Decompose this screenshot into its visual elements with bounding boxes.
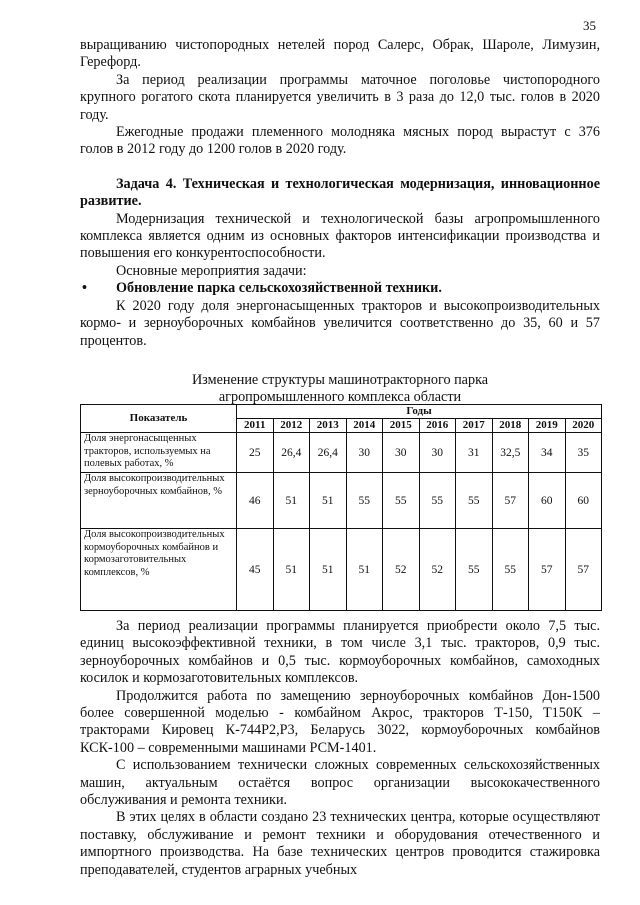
table-header-row <box>81 405 602 419</box>
table-cell: 30 <box>383 433 420 473</box>
bullet-symbol: • <box>82 280 87 297</box>
paragraph-modernization: Модернизация технической и технологической базы агропромышленного комплекса является одним из основных факторов интенсификации производства и повышения его конкурентоспособности. <box>80 210 600 262</box>
paragraph-main-measures: Основные мероприятия задачи: <box>116 262 307 279</box>
table-caption-line2: агропромышленного комплекса области <box>218 388 462 405</box>
table-cell: 52 <box>419 529 456 611</box>
table-cell: 46 <box>237 473 274 529</box>
spacer <box>80 159 600 176</box>
year-cell: 2013 <box>310 419 347 433</box>
task-heading: Задача 4. Техническая и технологическая модернизация, инновационное развитие. <box>80 175 600 210</box>
table-cell: 55 <box>492 529 529 611</box>
paragraph-technical-centers: В этих целях в области создано 23 технических центра, которые осуществляют поставку, обслуживание и ремонт техники и оборудования отечественного и импортного производства. На базе технических центров проводится стажировка преподавателей, студентов аграрных учебных <box>80 809 600 878</box>
year-cell: 2012 <box>273 419 310 433</box>
year-cell: 2020 <box>565 419 602 433</box>
table-cell: 45 <box>237 529 274 611</box>
year-cell: 2016 <box>419 419 456 433</box>
year-cell: 2019 <box>529 419 566 433</box>
table-caption <box>80 372 600 405</box>
table-cell: 55 <box>346 473 383 529</box>
row-label: Доля энергонасыщенных тракторов, используемых на полевых работах, % <box>81 433 237 473</box>
table-cell: 60 <box>529 473 566 529</box>
table-cell: 35 <box>565 433 602 473</box>
bullet-text: Обновление парка сельскохозяйственной техники. <box>116 280 442 297</box>
table-cell: 51 <box>346 529 383 611</box>
table-cell: 34 <box>529 433 566 473</box>
table-cell: 55 <box>456 473 493 529</box>
paragraph-2020-targets: К 2020 году доля энергонасыщенных тракторов и высокопроизводительных кормо- и зерноуборочных комбайнов увеличится соответственно до 35, 60 и 57 процентов. <box>80 297 600 349</box>
year-cell: 2014 <box>346 419 383 433</box>
table-cell: 26,4 <box>273 433 310 473</box>
text-block-bottom <box>80 618 600 879</box>
table-cell: 51 <box>273 473 310 529</box>
table-cell: 51 <box>310 473 347 529</box>
table-cell: 52 <box>383 529 420 611</box>
text-block-top <box>80 37 600 350</box>
table-cell: 26,4 <box>310 433 347 473</box>
table-cell: 51 <box>273 529 310 611</box>
table-cell: 25 <box>237 433 274 473</box>
paragraph-combine-replacement: Продолжится работа по замещению зерноуборочных комбайнов Дон-1500 более совершенной моделью - комбайном Акрос, тракторов Т-150, Т150К – тракторами Кировец К-744Р2,Р3, Беларусь 3022, кормоуборочных комбайнов КСК-100 – современными машинами РСМ-1401. <box>80 687 600 756</box>
header-indicator: Показатель <box>81 405 237 433</box>
bullet-item <box>80 280 600 297</box>
year-cell: 2018 <box>492 419 529 433</box>
table-cell: 57 <box>492 473 529 529</box>
table-row <box>81 433 602 473</box>
table-cell: 51 <box>310 529 347 611</box>
paragraph-breeding-sales: Ежегодные продажи племенного молодняка мясных пород вырастут с 376 голов в 2012 году до 1200 голов в 2020 году. <box>80 124 600 158</box>
year-cell: 2015 <box>383 419 420 433</box>
table-caption-line1: Изменение структуры машинотракторного парка <box>191 372 489 388</box>
table-cell: 32,5 <box>492 433 529 473</box>
paragraph-purchase-plan: За период реализации программы планируется приобрести около 7,5 тыс. единиц высокоэффективной техники, в том числе 3,1 тыс. тракторов, 0,9 тыс. зерноуборочных комбайнов и 0,5 тыс. кормоуборочных комбайнов, самоходных косилок и кормозаготовительных комплексов. <box>80 618 600 687</box>
row-label: Доля высокопроизводительных кормоуборочных комбайнов и кормозаготовительных комплексов, % <box>81 529 237 611</box>
header-years: Годы <box>237 405 602 419</box>
table-row <box>81 473 602 529</box>
table-cell: 55 <box>456 529 493 611</box>
page-number: 35 <box>583 18 596 33</box>
table-cell: 57 <box>529 529 566 611</box>
table-cell: 57 <box>565 529 602 611</box>
year-cell: 2017 <box>456 419 493 433</box>
paragraph-service-issue: С использованием технически сложных современных сельскохозяйственных машин, актуальным остаётся вопрос организации высококачественного обслуживания и ремонта техники. <box>80 757 600 809</box>
table-cell: 30 <box>346 433 383 473</box>
year-cell: 2011 <box>237 419 274 433</box>
table-cell: 30 <box>419 433 456 473</box>
row-label: Доля высокопроизводительных зерноуборочных комбайнов, % <box>81 473 237 529</box>
machine-park-table <box>80 404 602 611</box>
table-cell: 55 <box>419 473 456 529</box>
table-cell: 60 <box>565 473 602 529</box>
table-row <box>81 529 602 611</box>
table-cell: 31 <box>456 433 493 473</box>
table-cell: 55 <box>383 473 420 529</box>
paragraph-cattle-stock: За период реализации программы маточное поголовье чистопородного крупного рогатого скота планируется увеличить в 3 раза до 12,0 тыс. голов в 2020 году. <box>80 71 600 123</box>
paragraph-continuation: выращиванию чистопородных нетелей пород Салерс, Обрак, Шароле, Лимузин, Герефорд. <box>80 37 600 71</box>
